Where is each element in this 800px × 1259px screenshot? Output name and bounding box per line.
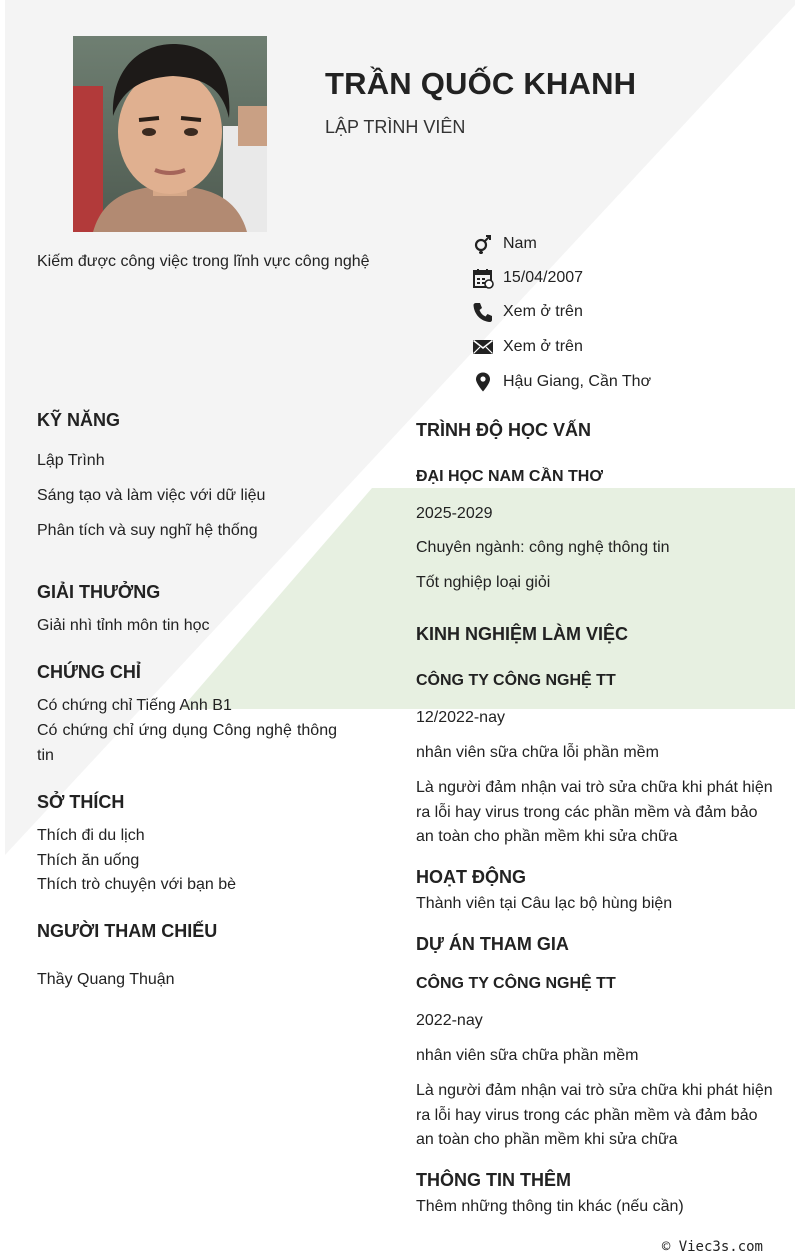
- footer-credit: © Viec3s.com: [661, 1239, 763, 1255]
- reference-item: Thầy Quang Thuận: [37, 971, 175, 988]
- calendar-icon: [472, 267, 494, 289]
- skill-item: Lập Trình: [37, 452, 105, 469]
- candidate-name: TRẦN QUỐC KHANH: [325, 66, 637, 101]
- references-heading: NGƯỜI THAM CHIẾU: [37, 921, 218, 941]
- address-text: Hậu Giang, Cần Thơ: [503, 373, 652, 390]
- avatar-portrait: [73, 36, 267, 232]
- career-objective: Kiếm được công việc trong lĩnh vực công nghệ: [37, 253, 370, 270]
- hobby-item: Thích trò chuyện với bạn bè: [37, 876, 237, 893]
- gender-icon: [472, 233, 494, 255]
- projects-heading: DỰ ÁN THAM GIA: [416, 934, 569, 954]
- certificate-item: Có chứng chỉ Tiếng Anh B1: [37, 697, 232, 714]
- project-description: Là người đảm nhận vai trò sửa chữa khi phát hiện ra lỗi hay virus trong các phần mềm và đảm bảo an toàn cho phần mềm khi sửa chữa: [416, 1082, 773, 1148]
- education-grade: Tốt nghiệp loại giỏi: [416, 574, 551, 591]
- school-name: ĐẠI HỌC NAM CẦN THƠ: [416, 468, 603, 485]
- project-period: 2022-nay: [416, 1012, 483, 1029]
- envelope-icon: [472, 336, 494, 358]
- birthdate-text: 15/04/2007: [503, 269, 584, 286]
- contact-phone: [472, 301, 583, 323]
- profile-photo: [73, 36, 267, 232]
- gender-text: Nam: [503, 235, 537, 252]
- activities-heading: HOẠT ĐỘNG: [416, 867, 526, 887]
- experience-company: CÔNG TY CÔNG NGHỆ TT: [416, 672, 616, 689]
- hobby-item: Thích đi du lịch: [37, 827, 145, 844]
- job-title: LẬP TRÌNH VIÊN: [325, 117, 466, 137]
- experience-period: 12/2022-nay: [416, 709, 505, 726]
- experience-heading: KINH NGHIỆM LÀM VIỆC: [416, 624, 629, 644]
- email-text: Xem ở trên: [503, 338, 583, 355]
- location-pin-icon: [472, 371, 494, 393]
- phone-icon: [472, 301, 494, 323]
- experience-role: nhân viên sữa chữa lỗi phần mềm: [416, 744, 659, 761]
- certificate-item: Có chứng chỉ ứng dụng Công nghệ thông tin: [37, 722, 337, 764]
- hobbies-heading: SỞ THÍCH: [37, 792, 125, 812]
- award-item: Giải nhì tỉnh môn tin học: [37, 617, 210, 634]
- hobby-item: Thích ăn uống: [37, 852, 140, 869]
- education-heading: TRÌNH ĐỘ HỌC VẤN: [416, 420, 591, 440]
- additional-heading: THÔNG TIN THÊM: [416, 1170, 571, 1190]
- contact-birthdate: [472, 267, 583, 289]
- experience-description: Là người đảm nhận vai trò sửa chữa khi phát hiện ra lỗi hay virus trong các phần mềm và đảm bảo an toàn cho phần mềm khi sửa chữa: [416, 779, 773, 845]
- certificates-heading: CHỨNG CHỈ: [37, 662, 141, 682]
- project-role: nhân viên sữa chữa phần mềm: [416, 1047, 639, 1064]
- contact-email: [472, 336, 583, 358]
- skill-item: Phân tích và suy nghĩ hệ thống: [37, 522, 258, 539]
- phone-text: Xem ở trên: [503, 303, 583, 320]
- skill-item: Sáng tạo và làm việc với dữ liệu: [37, 487, 266, 504]
- project-company: CÔNG TY CÔNG NGHỆ TT: [416, 975, 616, 992]
- contact-address: [472, 371, 651, 393]
- education-major: Chuyên ngành: công nghệ thông tin: [416, 539, 670, 556]
- activity-item: Thành viên tại Câu lạc bộ hùng biện: [416, 895, 673, 912]
- skills-heading: KỸ NĂNG: [37, 410, 121, 430]
- awards-heading: GIẢI THƯỞNG: [37, 582, 161, 602]
- education-period: 2025-2029: [416, 505, 493, 522]
- contact-gender: [472, 233, 537, 255]
- additional-text: Thêm những thông tin khác (nếu cần): [416, 1198, 684, 1215]
